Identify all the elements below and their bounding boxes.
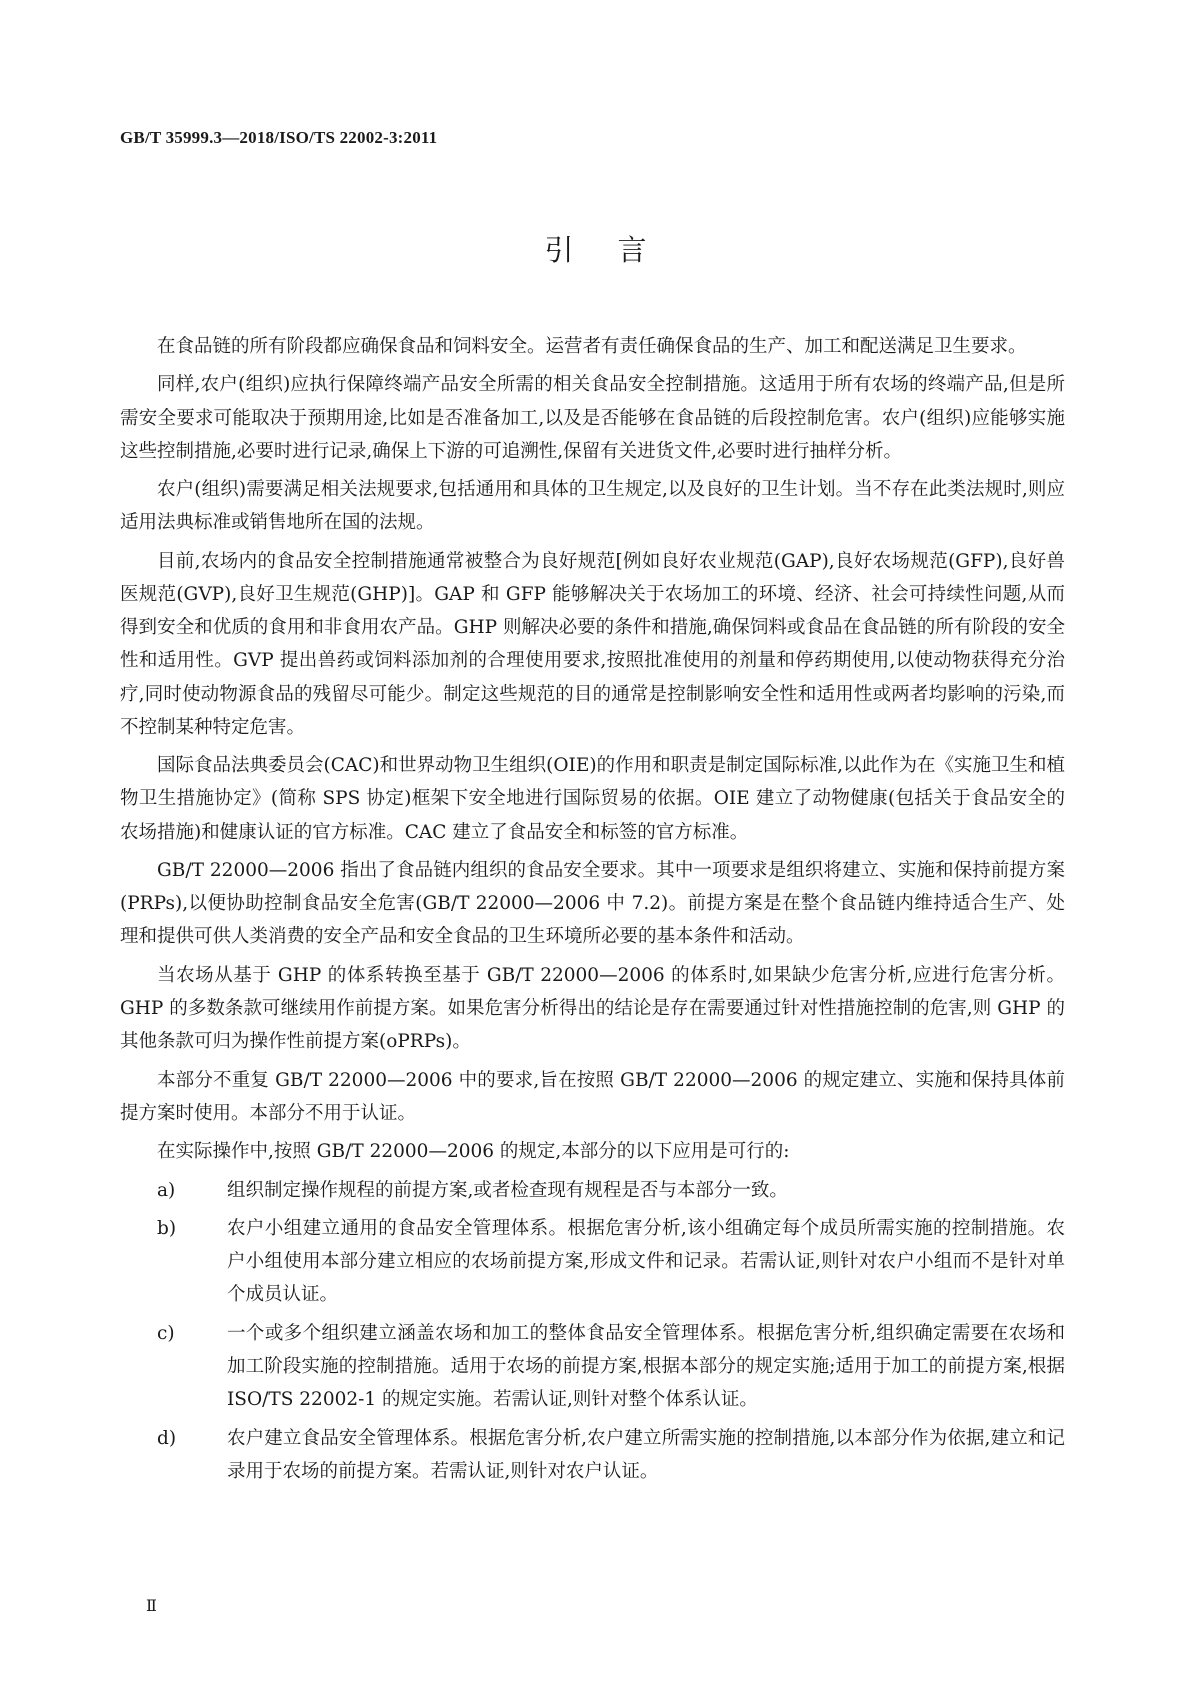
page-title: 引言 [544, 233, 691, 267]
paragraph: GB/T 22000—2006 指出了食品链内组织的食品安全要求。其中一项要求是组织将建立、实施和保持前提方案(PRPs),以便协助控制食品安全危害(GB/T 22000—2006 中 7.2)。前提方案是在整个食品链内维持适合生产、处理和提供可供人类消费的安全产品和安全食品的卫生环境所必要的基本条件和活动。 [120, 859, 1065, 948]
list-marker: c) [157, 1322, 175, 1344]
list-item-text: 农户小组建立通用的食品安全管理体系。根据危害分析,该小组确定每个成员所需实施的控制措施。农户小组使用本部分建立相应的农场前提方案,形成文件和记录。若需认证,则针对农户小组而不是针对单个成员认证。 [227, 1217, 1065, 1306]
list-item-text: 农户建立食品安全管理体系。根据危害分析,农户建立所需实施的控制措施,以本部分作为依据,建立和记录用于农场的前提方案。若需认证,则针对农户认证。 [227, 1427, 1065, 1482]
list-item-text: 一个或多个组织建立涵盖农场和加工的整体食品安全管理体系。根据危害分析,组织确定需要在农场和加工阶段实施的控制措施。适用于农场的前提方案,根据本部分的规定实施;适用于加工的前提方案,根据 ISO/TS 22002-1 的规定实施。若需认证,则针对整个体系认证。 [227, 1322, 1065, 1411]
page-number: Ⅱ [146, 1598, 157, 1615]
standard-code-header: GB/T 35999.3—2018/ISO/TS 22002-3:2011 [120, 128, 438, 147]
list-marker: a) [157, 1179, 176, 1201]
list-item [120, 1174, 1065, 1207]
paragraph: 目前,农场内的食品安全控制措施通常被整合为良好规范[例如良好农业规范(GAP),良好农场规范(GFP),良好兽医规范(GVP),良好卫生规范(GHP)]。GAP 和 GFP 能够解决关于农场加工的环境、经济、社会可持续性问题,从而得到安全和优质的食用和非食用农产品。GHP 则解决必要的条件和措施,确保饲料或食品在食品链的所有阶段的安全性和适用性。GVP 提出兽药或饲料添加剂的合理使用要求,按照批准使用的剂量和停药期使用,以使动物获得充分治疗,同时使动物源食品的残留尽可能少。制定这些规范的目的通常是控制影响安全性和适用性或两者均影响的污染,而不控制某种特定危害。 [120, 550, 1065, 738]
paragraph: 农户(组织)需要满足相关法规要求,包括通用和具体的卫生规定,以及良好的卫生计划。当不存在此类法规时,则应适用法典标准或销售地所在国的法规。 [120, 479, 1065, 534]
list-item [120, 1422, 1065, 1488]
paragraph: 当农场从基于 GHP 的体系转换至基于 GB/T 22000—2006 的体系时,如果缺少危害分析,应进行危害分析。GHP 的多数条款可继续用作前提方案。如果危害分析得出的结论是存在需要通过针对性措施控制的危害,则 GHP 的其他条款可归为操作性前提方案(oPRPs)。 [120, 964, 1065, 1053]
list-marker: b) [157, 1217, 177, 1239]
introduction-body [120, 330, 1065, 1493]
paragraph: 国际食品法典委员会(CAC)和世界动物卫生组织(OIE)的作用和职责是制定国际标准,以此作为在《实施卫生和植物卫生措施协定》(简称 SPS 协定)框架下安全地进行国际贸易的依据。OIE 建立了动物健康(包括关于食品安全的农场措施)和健康认证的官方标准。CAC 建立了食品安全和标签的官方标准。 [120, 755, 1065, 843]
paragraph: 在食品链的所有阶段都应确保食品和饲料安全。运营者有责任确保食品的生产、加工和配送满足卫生要求。 [157, 336, 1027, 357]
paragraph: 本部分不重复 GB/T 22000—2006 中的要求,旨在按照 GB/T 22000—2006 的规定建立、实施和保持具体前提方案时使用。本部分不用于认证。 [120, 1069, 1065, 1124]
list-marker: d) [157, 1427, 177, 1449]
list-item-text: 组织制定操作规程的前提方案,或者检查现有规程是否与本部分一致。 [227, 1179, 788, 1201]
paragraph: 在实际操作中,按照 GB/T 22000—2006 的规定,本部分的以下应用是可行的: [157, 1141, 790, 1163]
list-item [120, 1212, 1065, 1312]
paragraph: 同样,农户(组织)应执行保障终端产品安全所需的相关食品安全控制措施。这适用于所有农场的终端产品,但是所需安全要求可能取决于预期用途,比如是否准备加工,以及是否能够在食品链的后段控制危害。农户(组织)应能够实施这些控制措施,必要时进行记录,确保上下游的可追溯性,保留有关进货文件,必要时进行抽样分析。 [120, 374, 1065, 462]
list-item [120, 1317, 1065, 1417]
